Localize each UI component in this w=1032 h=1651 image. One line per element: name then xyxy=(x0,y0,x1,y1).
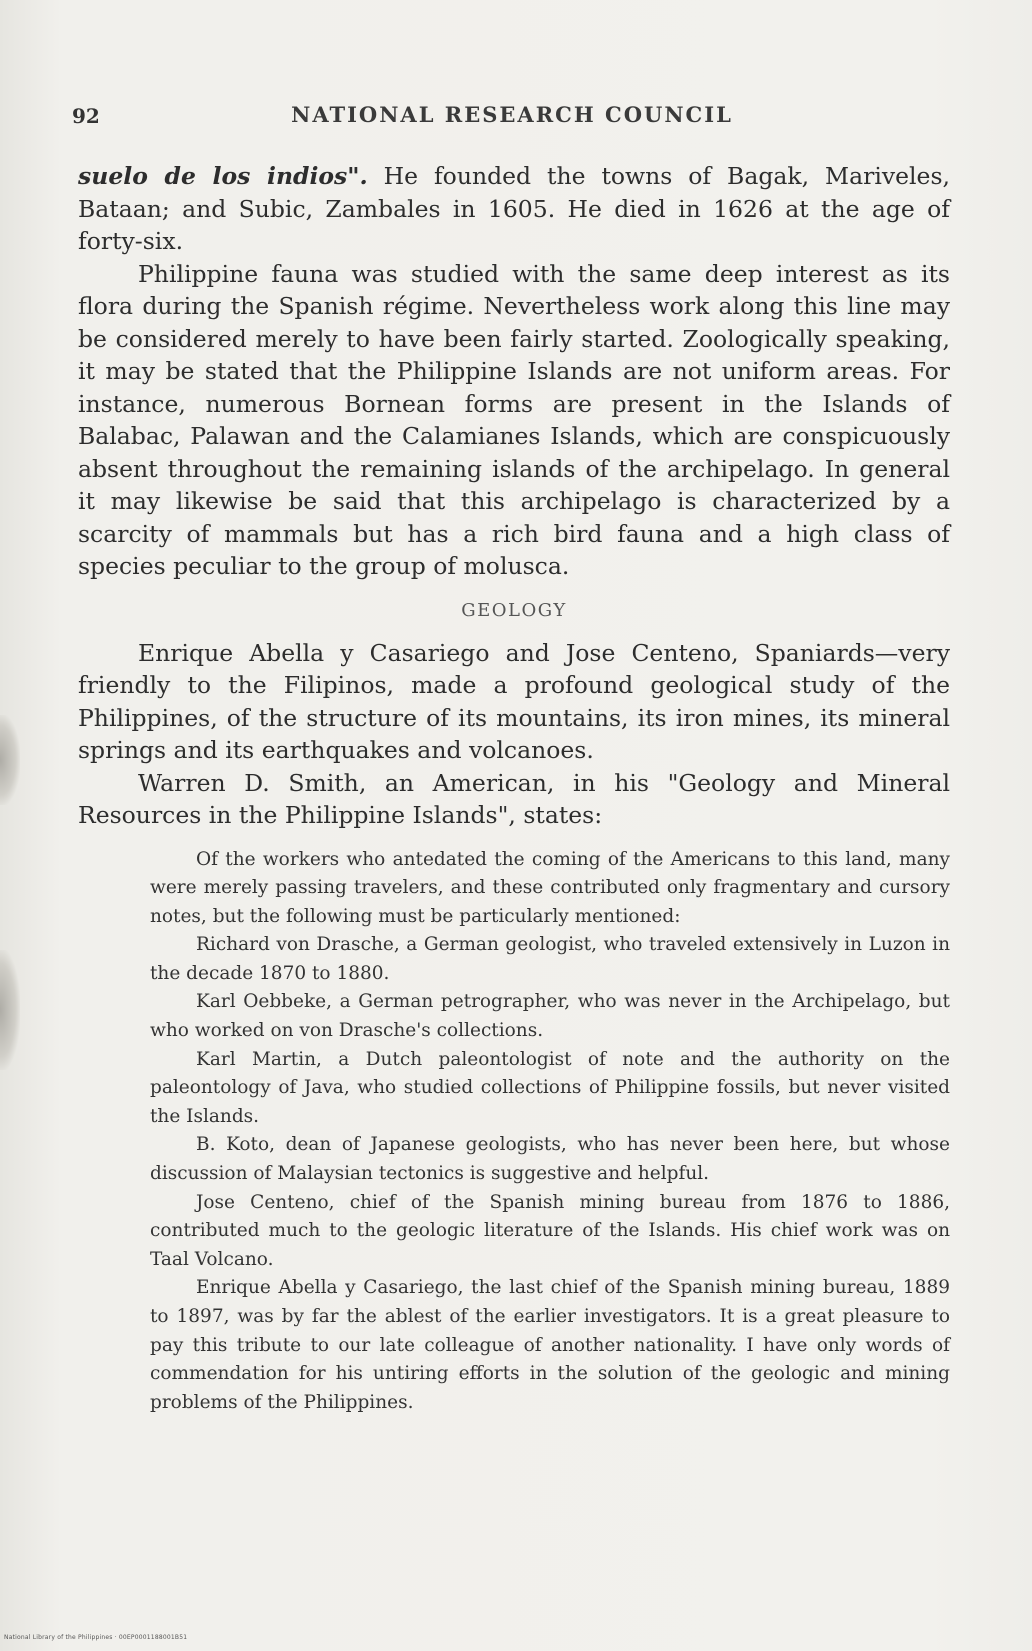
paragraph-smith-intro: Warren D. Smith, an American, in his "Geology and Mineral Resources in the Philippine Islands", states: xyxy=(78,768,950,829)
quote-paragraph: Jose Centeno, chief of the Spanish mining bureau from 1876 to 1886, contributed much to the geologic literature of the Islands. His chief work was on Taal Volcano. xyxy=(150,1191,950,1270)
paragraph-text: He founded the towns of Bagak, Mariveles, Bataan; and Subic, Zambales in 1605. He died in 1626 at the age of forty-six. xyxy=(78,162,950,255)
scan-credit: National Library of the Philippines · 00EP0001188001B51 xyxy=(4,1634,188,1641)
block-quote xyxy=(150,846,950,1418)
running-head: NATIONAL RESEARCH COUNCIL xyxy=(291,102,733,127)
paragraph-fauna: Philippine fauna was studied with the same deep interest as its flora during the Spanish régime. Nevertheless work along this line may be considered merely to have been fairly started. Zoologically speaking, it may be stated that the Philippine Islands are not uniform areas. For instance, numerous Bornean forms are present in the Islands of Balabac, Palawan and the Calamianes Islands, which are conspicuously absent throughout the remaining islands of the archipelago. In general it may likewise be said that this archipelago is characterized by a scarcity of mammals but has a rich bird fauna and a high class of species peculiar to the group of molusca. xyxy=(78,259,950,580)
paragraph-continuation xyxy=(78,160,950,258)
page-edge-stain xyxy=(0,950,20,1070)
section-heading-geology: GEOLOGY xyxy=(461,599,567,621)
page-header xyxy=(72,100,952,132)
page-edge-stain xyxy=(0,715,20,805)
body-text xyxy=(78,160,950,1417)
quote-paragraph: B. Koto, dean of Japanese geologists, who has never been here, but whose discussion of Malaysian tectonics is suggestive and helpful. xyxy=(150,1134,950,1185)
quote-paragraph: Enrique Abella y Casariego, the last chief of the Spanish mining bureau, 1889 to 1897, was by far the ablest of the earlier investigators. It is a great pleasure to pay this tribute to our late colleague of another nationality. I have only words of commendation for his untiring efforts in the solution of the geologic and mining problems of the Philippines. xyxy=(150,1277,950,1413)
quote-paragraph: Karl Martin, a Dutch paleontologist of note and the authority on the paleontology of Java, who studied collections of Philippine fossils, but never visited the Islands. xyxy=(150,1048,950,1127)
page-number: 92 xyxy=(72,104,100,128)
italic-quote-fragment: suelo de los indios". xyxy=(78,162,368,190)
quote-paragraph: Of the workers who antedated the coming of the Americans to this land, many were merely passing travelers, and these contributed only fragmentary and cursory notes, but the following must be particularly mentioned: xyxy=(150,848,950,927)
quote-paragraph: Richard von Drasche, a German geologist, who traveled extensively in Luzon in the decade 1870 to 1880. xyxy=(150,934,950,984)
quote-paragraph: Karl Oebbeke, a German petrographer, who was never in the Archipelago, but who worked on von Drasche's collections. xyxy=(150,991,950,1042)
paragraph-geology-intro: Enrique Abella y Casariego and Jose Centeno, Spaniards—very friendly to the Filipinos, made a profound geological study of the Philippines, of the structure of its mountains, its iron mines, its mineral springs and its earthquakes and volcanoes. xyxy=(78,638,950,764)
